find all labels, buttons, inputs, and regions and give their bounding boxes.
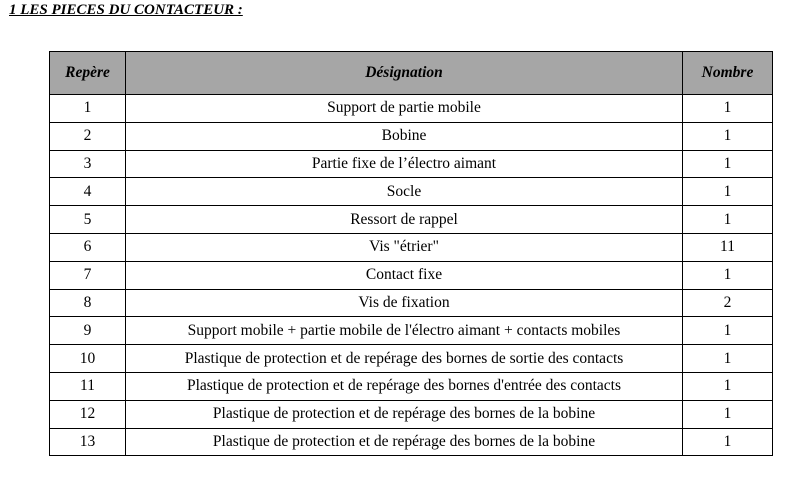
table-row xyxy=(50,345,773,373)
table-row xyxy=(50,289,773,317)
cell-designation: Plastique de protection et de repérage des bornes de sortie des contacts xyxy=(126,345,683,373)
table-body xyxy=(50,95,773,456)
cell-nombre: 1 xyxy=(683,428,773,456)
table-row xyxy=(50,400,773,428)
cell-designation: Plastique de protection et de repérage des bornes d'entrée des contacts xyxy=(126,372,683,400)
table-row xyxy=(50,261,773,289)
header-row xyxy=(50,52,773,95)
cell-repere: 9 xyxy=(50,317,126,345)
cell-repere: 8 xyxy=(50,289,126,317)
cell-designation: Contact fixe xyxy=(126,261,683,289)
cell-nombre: 1 xyxy=(683,95,773,123)
cell-repere: 10 xyxy=(50,345,126,373)
cell-repere: 4 xyxy=(50,178,126,206)
table-row xyxy=(50,206,773,234)
cell-nombre: 11 xyxy=(683,233,773,261)
cell-designation: Bobine xyxy=(126,122,683,150)
table-row xyxy=(50,178,773,206)
cell-nombre: 1 xyxy=(683,178,773,206)
cell-nombre: 1 xyxy=(683,400,773,428)
column-header-repere: Repère xyxy=(50,52,126,95)
cell-repere: 6 xyxy=(50,233,126,261)
cell-designation: Partie fixe de l’électro aimant xyxy=(126,150,683,178)
cell-designation: Plastique de protection et de repérage des bornes de la bobine xyxy=(126,400,683,428)
cell-nombre: 1 xyxy=(683,206,773,234)
cell-repere: 12 xyxy=(50,400,126,428)
cell-nombre: 1 xyxy=(683,345,773,373)
table-header xyxy=(50,52,773,95)
cell-designation: Support de partie mobile xyxy=(126,95,683,123)
cell-repere: 13 xyxy=(50,428,126,456)
cell-repere: 11 xyxy=(50,372,126,400)
cell-designation: Ressort de rappel xyxy=(126,206,683,234)
cell-nombre: 1 xyxy=(683,372,773,400)
table-row xyxy=(50,428,773,456)
cell-repere: 3 xyxy=(50,150,126,178)
parts-table xyxy=(49,51,773,456)
table-row xyxy=(50,372,773,400)
cell-repere: 7 xyxy=(50,261,126,289)
table-row xyxy=(50,150,773,178)
cell-repere: 5 xyxy=(50,206,126,234)
column-header-nombre: Nombre xyxy=(683,52,773,95)
cell-nombre: 1 xyxy=(683,122,773,150)
section-title: 1 LES PIECES DU CONTACTEUR : xyxy=(9,2,243,18)
cell-nombre: 1 xyxy=(683,150,773,178)
table-row xyxy=(50,233,773,261)
cell-designation: Vis de fixation xyxy=(126,289,683,317)
table-row xyxy=(50,122,773,150)
table-row xyxy=(50,317,773,345)
cell-nombre: 1 xyxy=(683,261,773,289)
cell-repere: 2 xyxy=(50,122,126,150)
cell-designation: Support mobile + partie mobile de l'électro aimant + contacts mobiles xyxy=(126,317,683,345)
table-row xyxy=(50,95,773,123)
cell-nombre: 2 xyxy=(683,289,773,317)
cell-designation: Socle xyxy=(126,178,683,206)
cell-designation: Plastique de protection et de repérage des bornes de la bobine xyxy=(126,428,683,456)
cell-nombre: 1 xyxy=(683,317,773,345)
cell-repere: 1 xyxy=(50,95,126,123)
column-header-designation: Désignation xyxy=(126,52,683,95)
cell-designation: Vis "étrier" xyxy=(126,233,683,261)
